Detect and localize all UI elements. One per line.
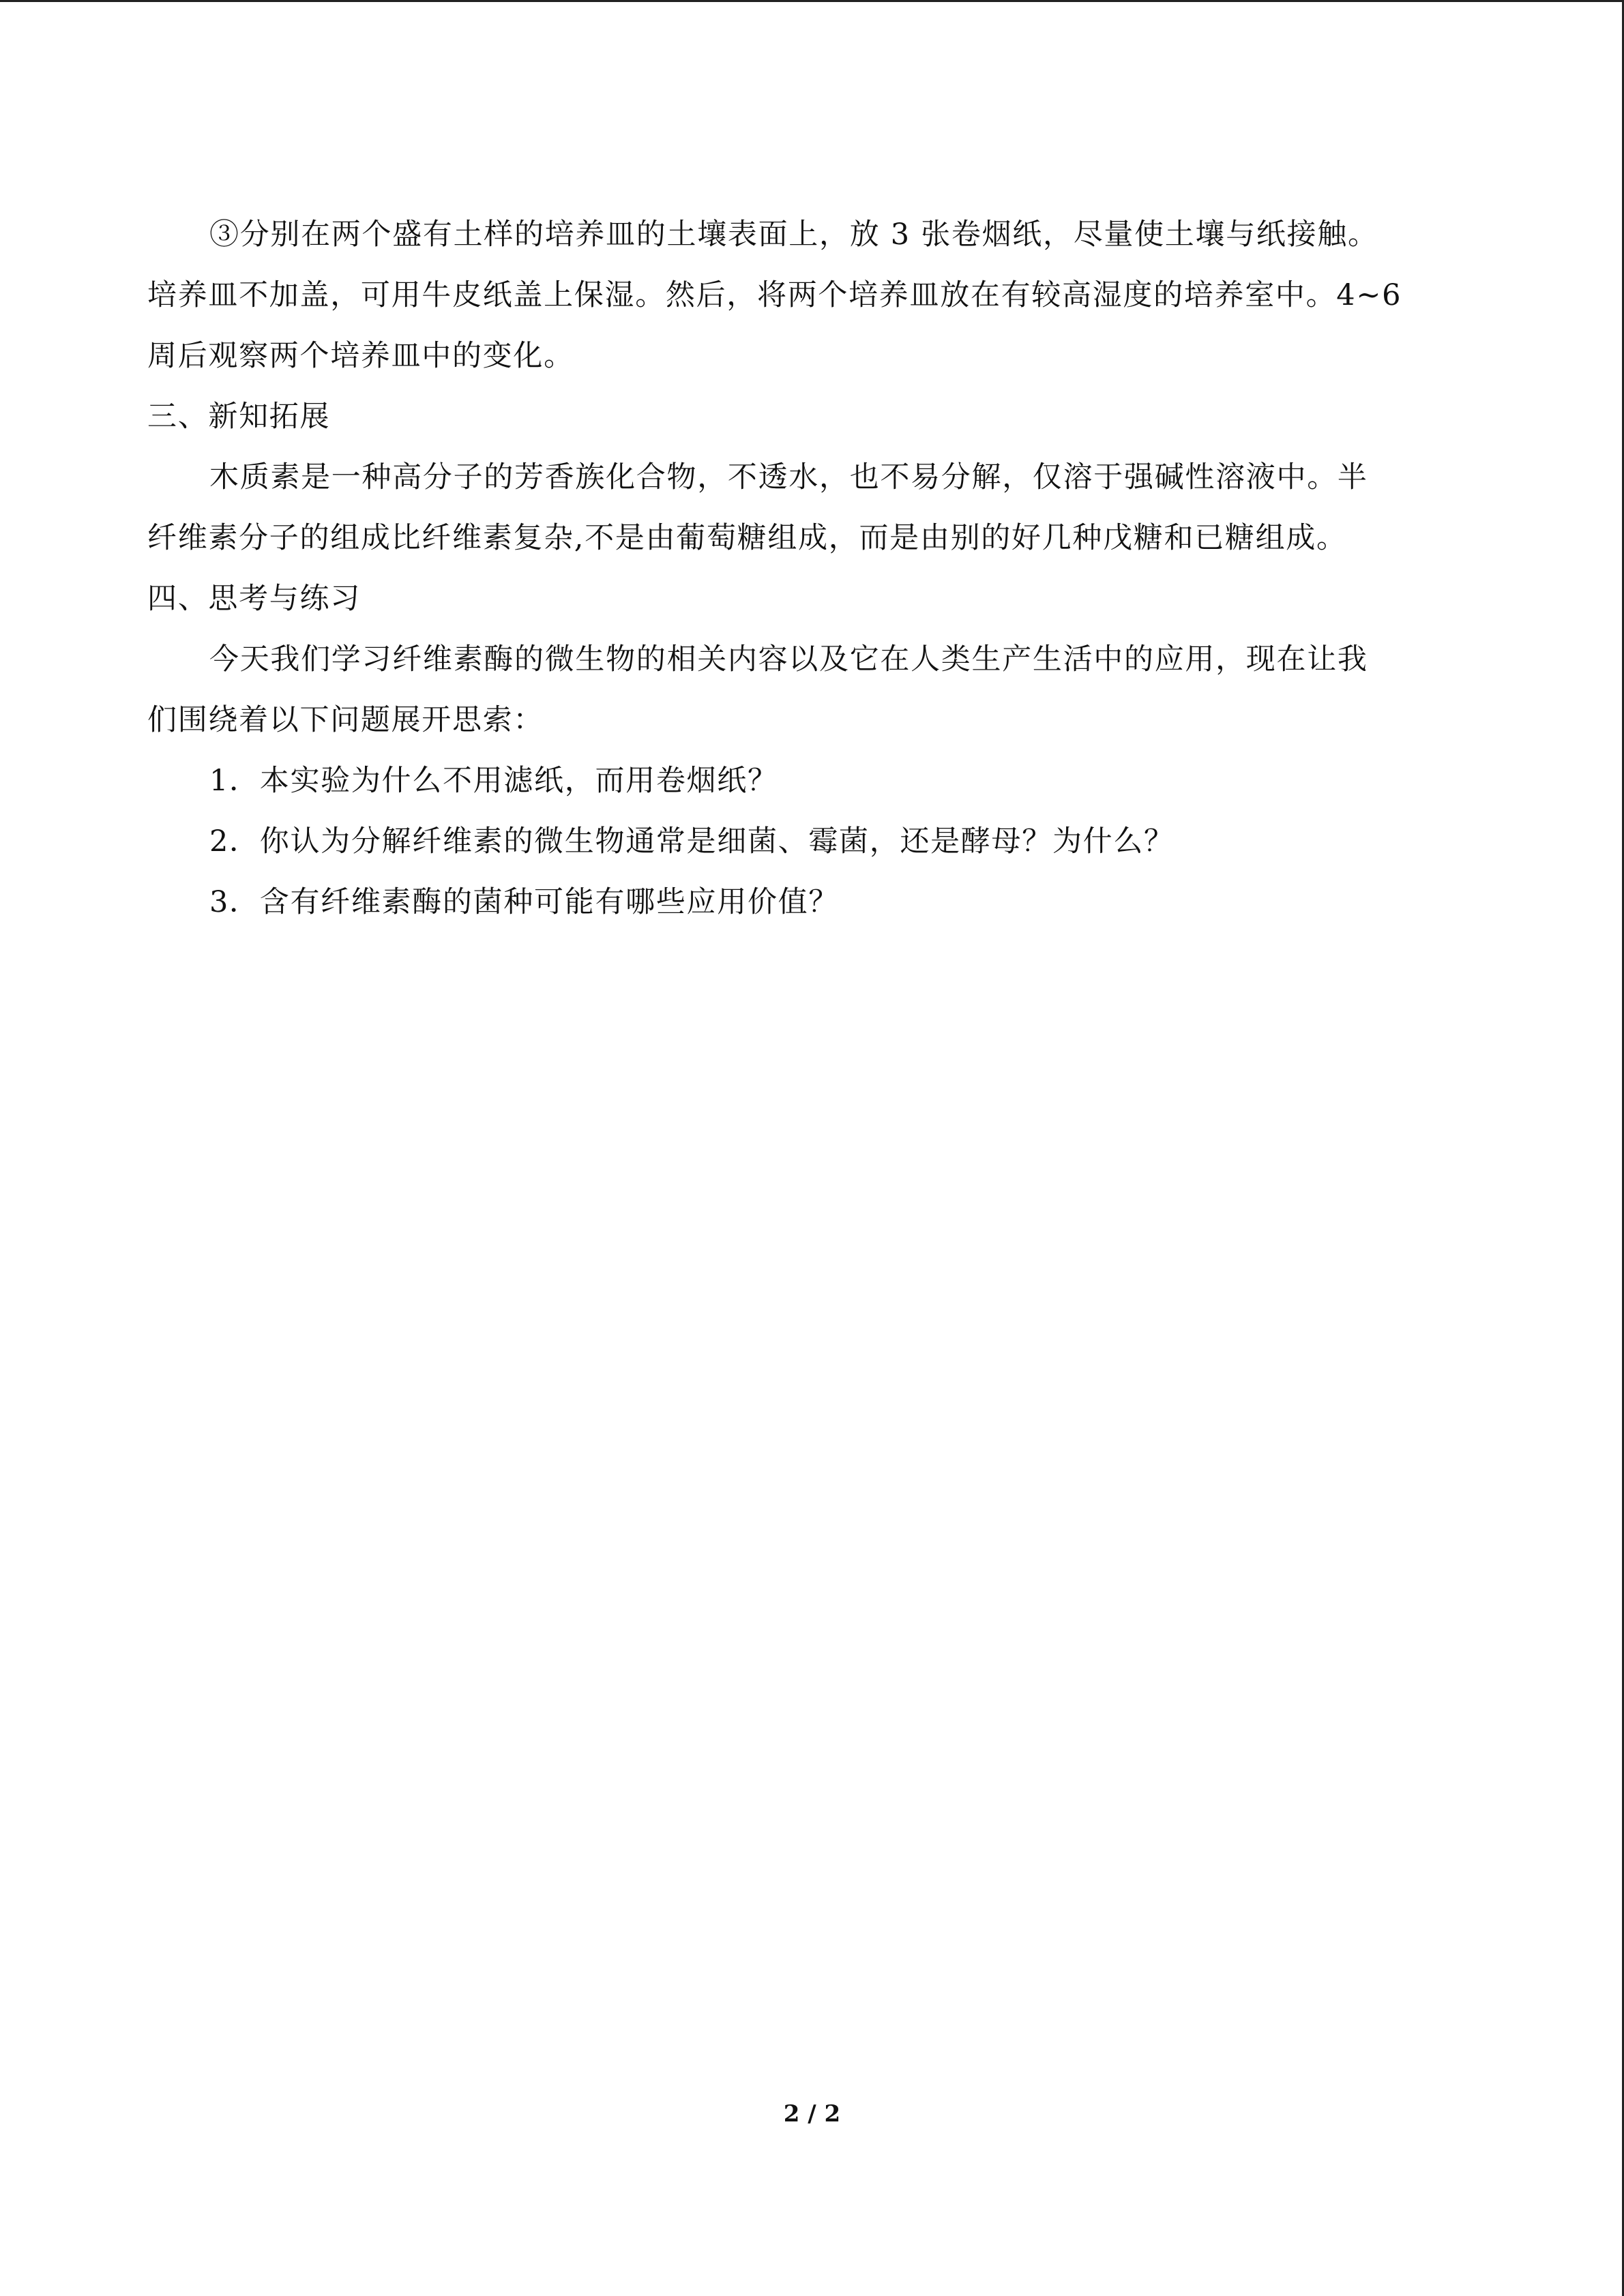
paragraph-line: 纤维素分子的组成比纤维素复杂,不是由葡萄糖组成，而是由别的好几种戊糖和已糖组成。: [147, 521, 1347, 555]
section-heading-new-knowledge: 三、新知拓展: [147, 400, 331, 434]
section-heading-reflection: 四、思考与练习: [147, 582, 361, 616]
paragraph-line: 们围绕着以下问题展开思索：: [147, 703, 544, 737]
question-item: 1．本实验为什么不用滤纸，而用卷烟纸？: [209, 764, 778, 798]
page-top-border: [0, 0, 1624, 2]
question-item: 3．含有纤维素酶的菌种可能有哪些应用价值？: [209, 885, 840, 919]
paragraph-line: 木质素是一种高分子的芳香族化合物，不透水，也不易分解，仅溶于强碱性溶液中。半: [209, 460, 1368, 494]
lignin-paragraph: [147, 447, 1457, 569]
paragraph-line: 今天我们学习纤维素酶的微生物的相关内容以及它在人类生产生活中的应用，现在让我: [209, 642, 1368, 676]
question-list: [147, 751, 1457, 933]
document-body: [147, 205, 1457, 933]
paragraph-line: ③分别在两个盛有土样的培养皿的土壤表面上，放 3 张卷烟纸，尽量使土壤与纸接触。: [209, 218, 1378, 252]
question-item: 2．你认为分解纤维素的微生物通常是细菌、霉菌，还是酵母？为什么？: [209, 824, 1175, 859]
reflection-intro-paragraph: [147, 629, 1457, 751]
paragraph-line: 培养皿不加盖，可用牛皮纸盖上保湿。然后，将两个培养皿放在有较高湿度的培养室中。4~6: [147, 278, 1402, 312]
page-number: 2 / 2: [783, 2100, 841, 2128]
paragraph-line: 周后观察两个培养皿中的变化。: [147, 339, 574, 373]
step-3-paragraph: [147, 205, 1457, 387]
